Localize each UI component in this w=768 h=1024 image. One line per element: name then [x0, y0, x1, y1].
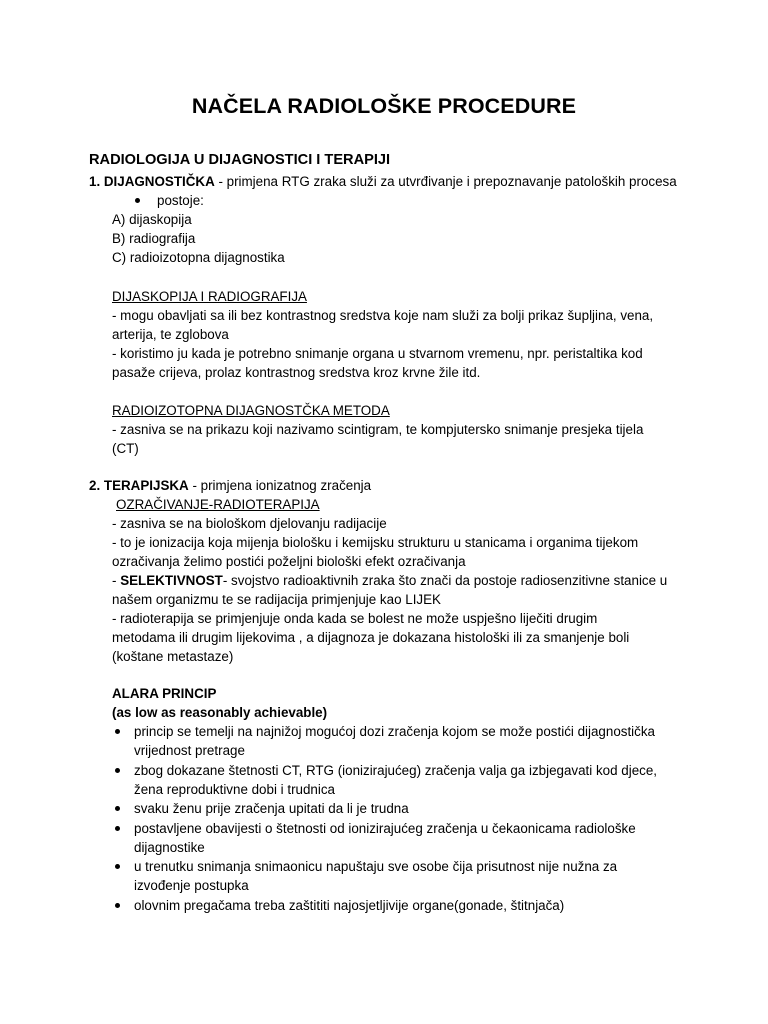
bullet-icon — [115, 826, 120, 831]
alara-bullet-line: žena reproduktivne dobi i trudnica — [134, 782, 335, 797]
dijaskopija-line: - koristimo ju kada je potrebno snimanje organa u stvarnom vremenu, npr. peristaltika kod — [112, 346, 643, 361]
radioizotopna-line: - zasniva se na prikazu koji nazivamo scintigram, te kompjutersko snimanje presjeka tijela — [112, 422, 644, 437]
part2-line: našem organizmu te se radijacija primjenjuje kao LIJEK — [112, 592, 441, 607]
part1-text: - primjena RTG zraka služi za utvrđivanje i prepoznavanje patoloških procesa — [214, 174, 677, 189]
dijaskopija-line: pasaže crijeva, prolaz kontrastnog sredstva kroz krvne žile itd. — [112, 365, 481, 380]
part2-line: ozračivanja želimo postići poželjni biološki efekt ozračivanja — [112, 554, 466, 569]
alara-bullet-line: postavljene obavijesti o štetnosti od ionizirajućeg zračenja u čekaonicama radiološke — [134, 821, 636, 836]
part1-bullet: postoje: — [157, 193, 204, 208]
part2-text: - primjena ionizatnog zračenja — [188, 478, 372, 493]
alara-bullet-line: dijagnostike — [134, 840, 205, 855]
selektivnost-text: - svojstvo radioaktivnih zraka što znači da postoje radiosenzitivne stanice u — [222, 573, 668, 588]
alara-subheading: (as low as reasonably achievable) — [112, 705, 328, 720]
radioizotopna-heading: RADIOIZOTOPNA DIJAGNOSTČKA METODA — [112, 403, 390, 418]
alara-bullet-line: svaku ženu prije zračenja upitati da li je trudna — [134, 801, 409, 816]
radioizotopna-line: (CT) — [112, 441, 139, 456]
page-title: NAČELA RADIOLOŠKE PROCEDURE — [191, 94, 577, 118]
alara-bullet-line: zbog dokazane štetnosti CT, RTG (ionizirajućeg) zračenja valja ga izbjegavati kod djece, — [134, 763, 658, 778]
part2-line: (koštane metastaze) — [112, 649, 234, 664]
selektivnost-prefix: - — [112, 573, 121, 588]
alara-bullet-line: vrijednost pretrage — [134, 743, 245, 758]
bullet-icon — [115, 903, 120, 908]
part1-label: 1. DIJAGNOSTIČKA — [89, 174, 215, 189]
dijaskopija-line: - mogu obavljati sa ili bez kontrastnog sredstva koje nam služi za bolji prikaz šupljina, vena, — [112, 308, 654, 323]
part2-line: - to je ionizacija koja mijenja biološku i kemijsku strukturu u stanicama i organima tijekom — [112, 535, 639, 550]
part2-line: metodama ili drugim lijekovima , a dijagnoza je dokazana histološki ili za smanjenje boli — [112, 630, 630, 645]
selektivnost-line — [112, 571, 667, 590]
dijaskopija-line: arterija, te zglobova — [112, 327, 229, 342]
alara-bullet-line: olovnim pregačama treba zaštititi najosjetljivije organe(gonade, štitnjača) — [134, 898, 565, 913]
part2-line: - zasniva se na biološkom djelovanju radijacije — [112, 516, 387, 531]
part2-subheading: OZRAČIVANJE-RADIOTERAPIJA — [116, 497, 320, 512]
bullet-icon — [135, 198, 140, 203]
selektivnost-label: SELEKTIVNOST — [120, 573, 223, 588]
bullet-icon — [115, 729, 120, 734]
alara-heading: ALARA PRINCIP — [112, 686, 217, 701]
alara-bullet-line: izvođenje postupka — [134, 878, 249, 893]
part2-line: - radioterapija se primjenjuje onda kada se bolest ne može uspješno liječiti drugim — [112, 611, 598, 626]
alara-bullet-line: u trenutku snimanja snimaonicu napuštaju sve osobe čija prisutnost nije nužna za — [134, 859, 618, 874]
bullet-icon — [115, 768, 120, 773]
bullet-icon — [115, 864, 120, 869]
part1-item: B) radiografija — [112, 231, 196, 246]
alara-bullet-line: princip se temelji na najnižoj mogućoj dozi zračenja kojom se može postići dijagnostička — [134, 724, 655, 739]
bullet-icon — [115, 806, 120, 811]
part1-line — [89, 172, 677, 191]
part1-item: A) dijaskopija — [112, 212, 192, 227]
part1-item: C) radioizotopna dijagnostika — [112, 250, 285, 265]
part2-label: 2. TERAPIJSKA — [89, 478, 189, 493]
part2-line — [89, 476, 371, 495]
section-heading: RADIOLOGIJA U DIJAGNOSTICI I TERAPIJI — [89, 152, 391, 168]
dijaskopija-heading: DIJASKOPIJA I RADIOGRAFIJA — [112, 289, 307, 304]
